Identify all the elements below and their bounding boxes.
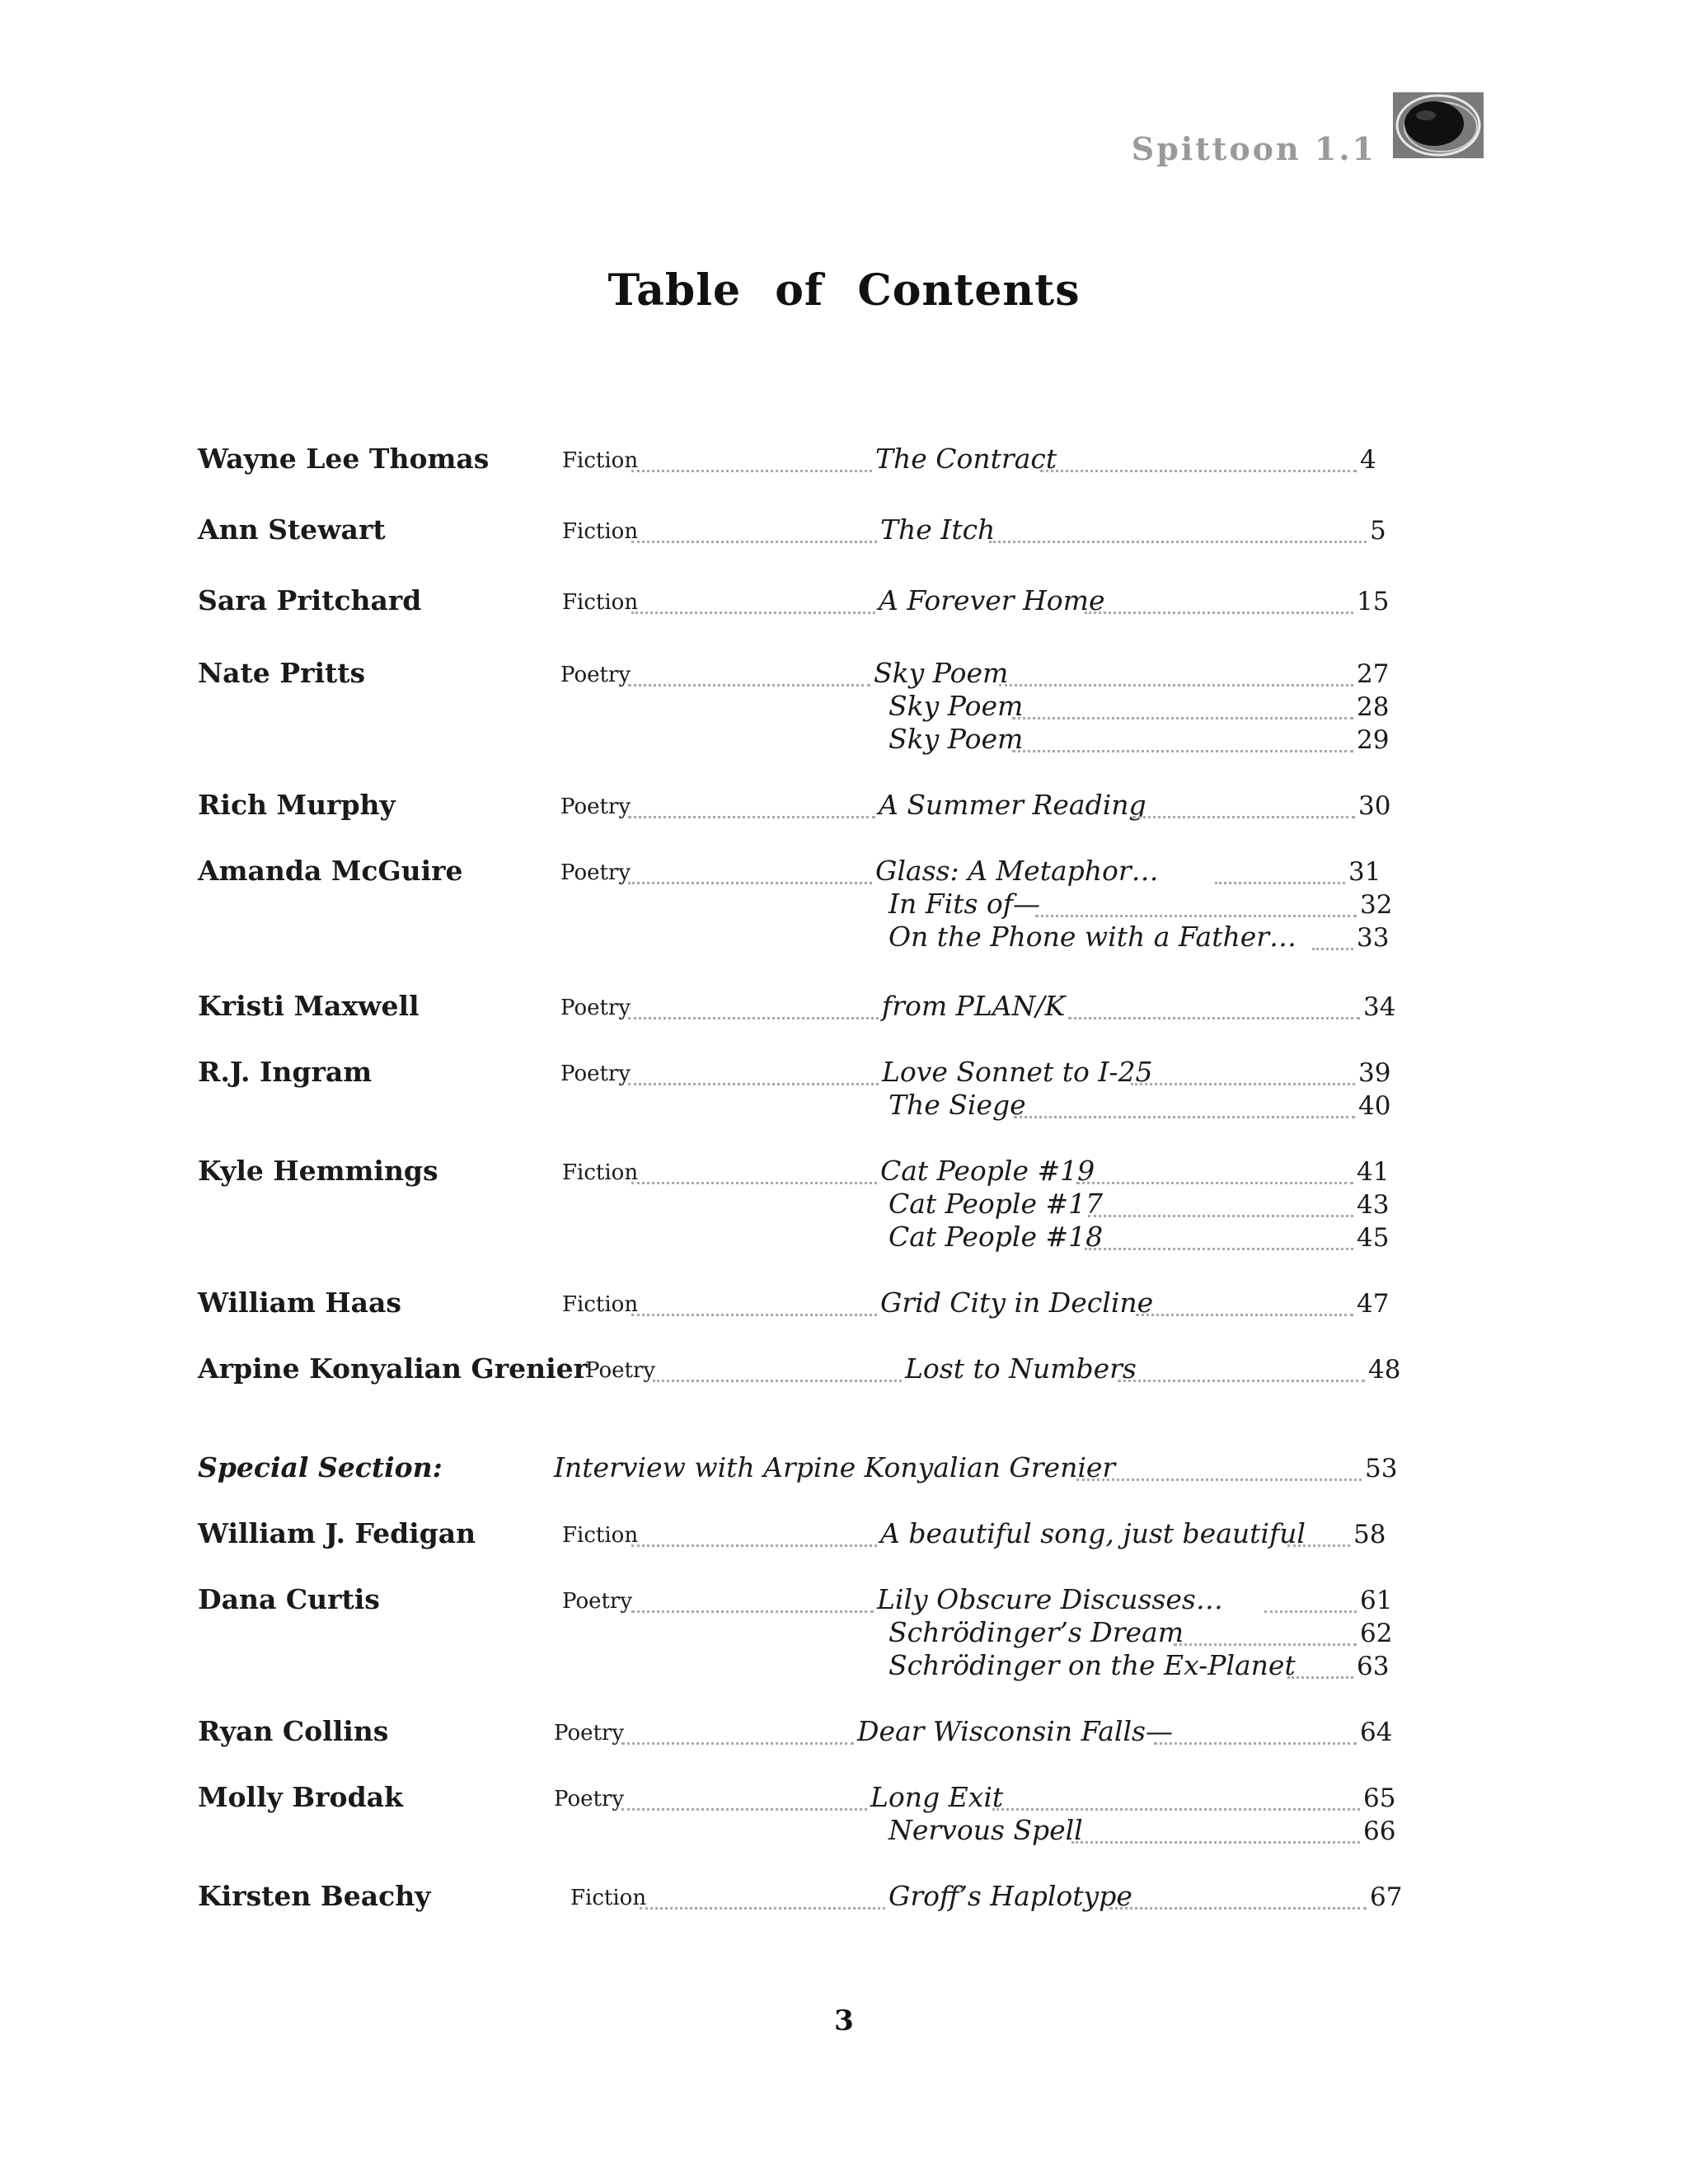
work-title[interactable]: from PLAN/K [882, 990, 1066, 1022]
genre-label: Poetry [560, 794, 631, 819]
dot-leader [1035, 915, 1357, 917]
genre-label: Fiction [562, 1292, 639, 1317]
genre-label: Fiction [562, 590, 639, 615]
dot-leader [1174, 1643, 1357, 1646]
author-name: Rich Murphy [198, 789, 396, 821]
page-number[interactable]: 58 [1353, 1520, 1386, 1549]
page-number[interactable]: 62 [1360, 1619, 1393, 1648]
work-title[interactable]: Groff’s Haplotype [889, 1880, 1132, 1912]
dot-leader [1012, 717, 1353, 719]
author-name: Wayne Lee Thomas [198, 443, 490, 475]
dot-leader [1085, 612, 1353, 614]
dot-leader [1088, 1215, 1353, 1217]
work-title[interactable]: A beautiful song, just beautiful [880, 1517, 1306, 1549]
work-title[interactable]: Glass: A Metaphor… [875, 855, 1159, 887]
author-name: Kirsten Beachy [198, 1880, 431, 1912]
special-section-label: Special Section: [198, 1451, 443, 1483]
work-title[interactable]: Long Exit [870, 1781, 1004, 1813]
dot-leader [1076, 1182, 1353, 1184]
author-name: Molly Brodak [198, 1781, 403, 1813]
page-number[interactable]: 39 [1358, 1058, 1391, 1088]
work-title[interactable]: Grid City in Decline [880, 1286, 1154, 1319]
author-name: Kristi Maxwell [198, 990, 420, 1022]
work-title[interactable]: Dear Wisconsin Falls— [857, 1715, 1173, 1747]
dot-leader [631, 470, 872, 472]
author-name: William Haas [198, 1286, 401, 1319]
work-title[interactable]: Interview with Arpine Konyalian Grenier [554, 1451, 1116, 1483]
dot-leader [1154, 1742, 1357, 1745]
work-title[interactable]: On the Phone with a Father… [889, 921, 1297, 953]
author-name: Amanda McGuire [198, 855, 463, 887]
page-number[interactable]: 61 [1360, 1586, 1393, 1615]
page-number[interactable]: 15 [1357, 587, 1390, 616]
genre-label: Poetry [560, 663, 631, 687]
dot-leader [631, 612, 875, 614]
dot-leader [631, 541, 877, 543]
genre-label: Poetry [554, 1787, 625, 1811]
dot-leader [640, 1907, 885, 1910]
dot-leader [1068, 1017, 1360, 1019]
dot-leader [1287, 1544, 1350, 1547]
genre-label: Poetry [560, 860, 631, 885]
page-folio: 3 [834, 2004, 854, 2037]
author-name: Arpine Konyalian Grenier [198, 1352, 588, 1385]
dot-leader [1118, 1380, 1365, 1382]
genre-label: Fiction [562, 1523, 639, 1548]
work-title[interactable]: Sky Poem [889, 690, 1024, 722]
work-title[interactable]: Nervous Spell [889, 1814, 1083, 1846]
page-number[interactable]: 63 [1357, 1652, 1390, 1681]
page-number[interactable]: 43 [1357, 1190, 1390, 1220]
journal-name: Spittoon 1.1 [1131, 130, 1376, 167]
work-title[interactable]: Schrödinger on the Ex-Planet [889, 1649, 1296, 1681]
dot-leader [1131, 1083, 1355, 1085]
dot-leader [631, 1182, 877, 1184]
author-name: Dana Curtis [198, 1583, 380, 1615]
work-title[interactable]: Sky Poem [889, 723, 1024, 755]
genre-label: Fiction [562, 519, 639, 544]
dot-leader [1040, 470, 1357, 472]
genre-label: Fiction [562, 448, 639, 473]
work-title[interactable]: Schrödinger’s Dream [889, 1616, 1184, 1648]
author-name: Kyle Hemmings [198, 1155, 438, 1187]
dot-leader [989, 541, 1367, 543]
dot-leader [653, 1380, 902, 1382]
work-title[interactable]: Cat People #17 [889, 1188, 1104, 1220]
page-number[interactable]: 48 [1368, 1355, 1401, 1385]
dot-leader [628, 882, 872, 884]
dot-leader [1076, 1479, 1362, 1481]
page-number[interactable]: 34 [1363, 992, 1396, 1022]
work-title[interactable]: Cat People #19 [880, 1155, 1095, 1187]
dot-leader [631, 1610, 874, 1613]
work-title[interactable]: The Siege [889, 1089, 1026, 1121]
page-number[interactable]: 66 [1363, 1816, 1396, 1846]
dot-leader [1287, 1676, 1353, 1679]
page-number[interactable]: 67 [1370, 1882, 1403, 1912]
work-title[interactable]: The Contract [875, 443, 1057, 475]
dot-leader [1109, 1907, 1367, 1910]
dot-leader [1132, 816, 1355, 818]
page-number[interactable]: 30 [1358, 791, 1391, 821]
dot-leader [1215, 882, 1345, 884]
author-name: William J. Fedigan [198, 1517, 476, 1549]
dot-leader [621, 1808, 867, 1811]
dot-leader [1136, 1314, 1353, 1316]
work-title[interactable]: A Summer Reading [879, 789, 1146, 821]
page-number[interactable]: 47 [1357, 1289, 1390, 1319]
dot-leader [628, 1017, 879, 1019]
work-title[interactable]: Sky Poem [874, 657, 1009, 689]
work-title[interactable]: A Forever Home [879, 584, 1105, 616]
work-title[interactable]: In Fits of— [889, 888, 1040, 920]
author-name: Ann Stewart [198, 513, 386, 546]
work-title[interactable]: The Itch [880, 513, 996, 546]
genre-label: Poetry [585, 1358, 656, 1383]
page-number[interactable]: 65 [1363, 1783, 1396, 1813]
dot-leader [1012, 750, 1353, 752]
work-title[interactable]: Lost to Numbers [905, 1352, 1137, 1385]
page-number[interactable]: 32 [1360, 890, 1393, 920]
genre-label: Fiction [570, 1886, 647, 1910]
page-title: Table of Contents [607, 265, 1081, 316]
page-number[interactable]: 28 [1357, 692, 1390, 722]
dot-leader [999, 684, 1353, 687]
work-title[interactable]: Cat People #18 [889, 1221, 1104, 1253]
page-number[interactable]: 27 [1357, 659, 1390, 689]
genre-label: Poetry [560, 996, 631, 1020]
author-name: Ryan Collins [198, 1715, 389, 1747]
dot-leader [628, 684, 870, 687]
dot-leader [1014, 1116, 1355, 1118]
dot-leader [628, 1083, 879, 1085]
dot-leader [621, 1742, 854, 1745]
dot-leader [1071, 1841, 1360, 1844]
genre-label: Poetry [562, 1589, 633, 1614]
dot-leader [992, 1808, 1360, 1811]
dot-leader [1312, 948, 1353, 950]
page-number[interactable]: 53 [1365, 1454, 1398, 1483]
page-number[interactable]: 4 [1360, 445, 1376, 475]
page-number[interactable]: 45 [1357, 1223, 1390, 1253]
dot-leader [1264, 1610, 1357, 1613]
genre-label: Poetry [560, 1062, 631, 1086]
genre-label: Poetry [554, 1721, 625, 1746]
genre-label: Fiction [562, 1160, 639, 1185]
dot-leader [631, 1314, 877, 1316]
dot-leader [628, 816, 875, 818]
work-title[interactable]: Love Sonnet to I-25 [882, 1056, 1153, 1088]
author-name: Sara Pritchard [198, 584, 422, 616]
dot-leader [1085, 1248, 1353, 1250]
author-name: R.J. Ingram [198, 1056, 373, 1088]
page-number[interactable]: 64 [1360, 1718, 1393, 1747]
author-name: Nate Pritts [198, 657, 366, 689]
page-number[interactable]: 5 [1370, 516, 1386, 546]
page-number[interactable]: 40 [1358, 1091, 1391, 1121]
page-number[interactable]: 31 [1348, 857, 1381, 887]
work-title[interactable]: Lily Obscure Discusses… [877, 1583, 1223, 1615]
page-number[interactable]: 41 [1357, 1157, 1390, 1187]
dot-leader [631, 1544, 877, 1547]
page-number[interactable]: 29 [1357, 725, 1390, 755]
page-number[interactable]: 33 [1357, 923, 1390, 953]
